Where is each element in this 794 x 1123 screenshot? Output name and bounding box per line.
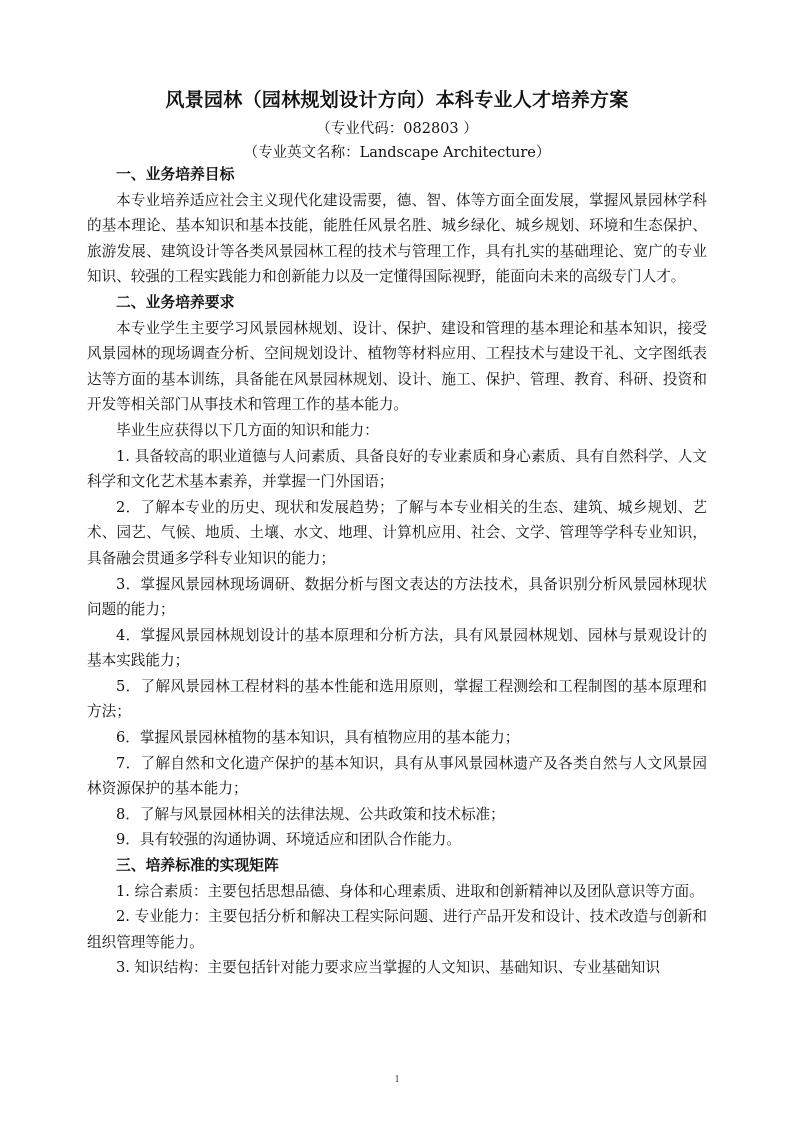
list-item: 9．具有较强的沟通协调、环境适应和团队合作能力。 — [116, 831, 461, 849]
list-item: 2．了解本专业的历史、现状和发展趋势；了解与本专业相关的生态、建筑、城乡规划、艺术、园艺、气候、地质、土壤、水文、地理、计算机应用、社会、文学、管理等学科专业知识，具备融会贯通多学科专业知识的能力； — [87, 498, 707, 567]
section-heading: 二、业务培养要求 — [116, 293, 235, 311]
list-item: 7．了解自然和文化遗产保护的基本知识，具有从事风景园林遗产及各类自然与人文风景园林资源保护的基本能力； — [87, 754, 707, 798]
list-item: 8．了解与风景园林相关的法律法规、公共政策和技术标准； — [116, 805, 505, 823]
list-item: 3. 知识结构：主要包括针对能力要求应当掌握的人文知识、基础知识、专业基础知识 — [116, 959, 660, 977]
list-item: 1. 具备较高的职业道德与人问素质、具备良好的专业素质和身心素质、具有自然科学、人文科学和文化艺术基本素养，并掌握一门外国语； — [87, 447, 707, 491]
section-heading: 三、培养标准的实现矩阵 — [116, 857, 279, 875]
list-item: 3．掌握风景园林现场调研、数据分析与图文表达的方法技术，具备识别分析风景园林现状问题的能力； — [87, 575, 707, 619]
list-item: 5．了解风景园林工程材料的基本性能和选用原则，掌握工程测绘和工程制图的基本原理和方法； — [87, 677, 707, 721]
list-item: 4．掌握风景园林规划设计的基本原理和分析方法，具有风景园林规划、园林与景观设计的基本实践能力； — [87, 626, 707, 670]
section-heading: 一、业务培养目标 — [116, 166, 235, 183]
document-body — [87, 162, 707, 981]
list-item: 6．掌握风景园林植物的基本知识，具有植物应用的基本能力； — [116, 729, 520, 747]
major-english-name: （专业英文名称：Landscape Architecture） — [243, 145, 551, 161]
paragraph: 毕业生应获得以下几方面的知识和能力： — [116, 421, 379, 439]
major-code: （专业代码：082803 ） — [316, 121, 478, 137]
page-number: 1 — [394, 1074, 400, 1085]
list-item: 2. 专业能力：主要包括分析和解决工程实际问题、进行产品开发和设计、技术改造与创新和组织管理等能力。 — [87, 908, 707, 951]
document-title: 风景园林（园林规划设计方向）本科专业人才培养方案 — [165, 89, 629, 111]
paragraph: 本专业培养适应社会主义现代化建设需要，德、智、体等方面全面发展，掌握风景园林学科的基本理论、基本知识和基本技能，能胜任风景名胜、城乡绿化、城乡规划、环境和生态保护、旅游发展、建筑设计等各类风景园林工程的技术与管理工作，具有扎实的基础理论、宽广的专业知识、较强的工程实践能力和创新能力以及一定懂得国际视野，能面向未来的高级专门人才。 — [87, 191, 707, 286]
paragraph: 本专业学生主要学习风景园林规划、设计、保护、建设和管理的基本理论和基本知识，接受风景园林的现场调查分析、空间规划设计、植物等材料应用、工程技术与建设干礼、文字图纸表达等方面的基本训练，具备能在风景园林规划、设计、施工、保护、管理、教育、科研、投资和开发等相关部门从事技术和管理工作的基本能力。 — [87, 319, 707, 414]
list-item: 1. 综合素质：主要包括思想品德、身体和心理素质、进取和创新精神以及团队意识等方面。 — [116, 882, 704, 900]
